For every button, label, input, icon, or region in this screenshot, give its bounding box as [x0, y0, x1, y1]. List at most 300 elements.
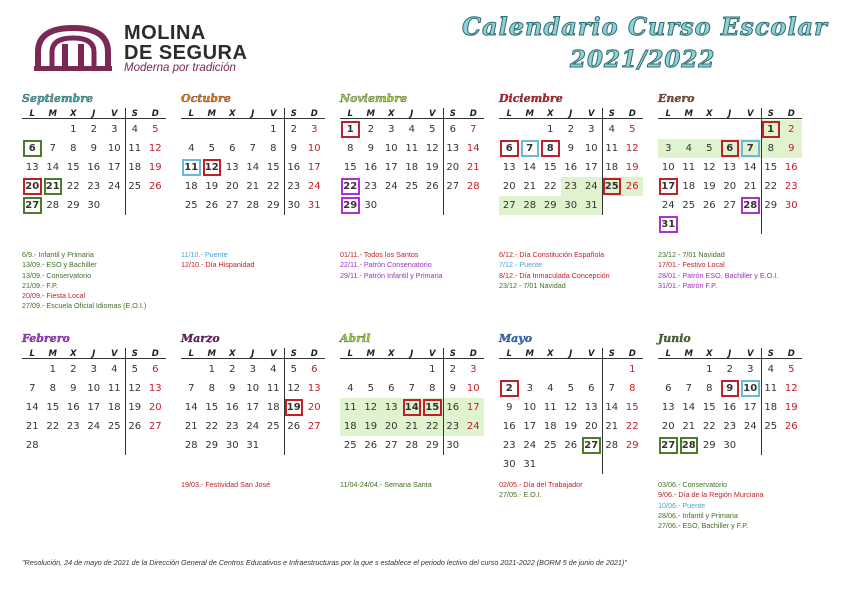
day-cell: 18 [128, 162, 142, 173]
day-cell: 8 [706, 383, 713, 394]
day-cell: 12 [361, 398, 382, 417]
day-cell: 16 [784, 162, 798, 173]
month-mayo [499, 332, 649, 474]
empty-cell [622, 196, 643, 215]
day-cell: 3 [658, 139, 679, 158]
month-junio [658, 332, 808, 455]
day-cell: 18 [266, 402, 280, 413]
day-cell: 20 [307, 402, 321, 413]
note-item: 01/11.- Todos los Santos [340, 250, 419, 259]
day-cell: 16 [443, 398, 464, 417]
day-cell: 2 [726, 364, 733, 375]
day-cell: 9 [506, 402, 513, 413]
empty-cell [740, 215, 761, 234]
day-cell: 3 [90, 364, 97, 375]
day-cell: 28 [679, 436, 700, 455]
empty-cell [43, 436, 64, 455]
day-cell: 9 [90, 143, 97, 154]
day-cell: 23 [87, 181, 101, 192]
weekday-header: D [304, 109, 325, 119]
empty-cell [181, 120, 202, 139]
note-item: 7/12.- Puente [499, 260, 543, 270]
month-grid [658, 348, 808, 455]
day-cell: 2 [229, 364, 236, 375]
day-cell: 20 [723, 181, 737, 192]
empty-cell [463, 196, 484, 215]
day-cell: 18 [764, 402, 778, 413]
day-cell: 3 [526, 383, 533, 394]
month-grid [181, 108, 331, 215]
day-cell: 28 [25, 440, 39, 451]
day-cell: 22 [340, 177, 361, 196]
month-grid [22, 108, 172, 215]
month-marzo [181, 332, 331, 455]
day-cell: 2 [499, 379, 520, 398]
day-cell: 11 [405, 143, 419, 154]
note-item: 27/05.- E.O.I. [499, 490, 542, 500]
day-cell: 24 [246, 421, 260, 432]
month-notes [658, 250, 778, 291]
empty-cell [422, 196, 443, 215]
weekday-header: S [602, 109, 623, 119]
weekday-header: V [740, 109, 761, 119]
day-cell: 28 [246, 200, 260, 211]
month-name: Marzo [181, 332, 220, 345]
day-cell: 1 [761, 120, 782, 139]
note-item: 20/09.- Fiesta Local [22, 291, 86, 301]
day-cell: 17 [523, 421, 537, 432]
empty-cell [581, 455, 602, 474]
day-cell: 2 [367, 124, 374, 135]
day-cell: 6 [229, 143, 236, 154]
logo [34, 22, 264, 78]
day-cell: 14 [402, 398, 423, 417]
empty-cell [463, 436, 484, 455]
empty-cell [222, 120, 243, 139]
empty-cell [679, 215, 700, 234]
day-cell: 30 [784, 200, 798, 211]
day-cell: 12 [148, 143, 162, 154]
day-cell: 12 [287, 383, 301, 394]
day-cell: 25 [682, 200, 696, 211]
weekend-divider [761, 348, 762, 455]
day-cell: 19 [361, 417, 382, 436]
day-cell: 6 [588, 383, 595, 394]
weekday-header: S [284, 349, 305, 359]
day-cell: 4 [408, 124, 415, 135]
empty-cell [561, 360, 582, 379]
day-cell: 3 [747, 364, 754, 375]
weekday-header: X [381, 109, 402, 119]
month-diciembre [499, 92, 649, 215]
day-cell: 14 [605, 402, 619, 413]
day-cell: 11 [181, 158, 202, 177]
day-cell: 2 [781, 120, 802, 139]
day-cell: 20 [225, 181, 239, 192]
day-cell: 29 [625, 440, 639, 451]
day-cell: 17 [107, 162, 121, 173]
month-name: Septiembre [22, 92, 94, 105]
day-cell: 5 [788, 364, 795, 375]
brand-line1: MOLINA [124, 22, 206, 44]
day-cell: 28 [184, 440, 198, 451]
day-cell: 10 [523, 402, 537, 413]
day-cell: 24 [743, 421, 757, 432]
day-cell: 7 [29, 383, 36, 394]
weekday-header: X [699, 349, 720, 359]
note-item: 23/12 - 7/01 Navidad [658, 250, 725, 259]
day-cell: 25 [343, 440, 357, 451]
weekday-header: V [104, 349, 125, 359]
empty-cell [602, 196, 623, 215]
empty-cell [699, 215, 720, 234]
day-cell: 10 [87, 383, 101, 394]
weekend-divider [602, 348, 603, 474]
empty-cell [720, 120, 741, 139]
day-cell: 22 [422, 417, 443, 436]
day-cell: 1 [270, 124, 277, 135]
weekday-header: L [22, 109, 43, 119]
day-cell: 9 [290, 143, 297, 154]
day-cell: 15 [266, 162, 280, 173]
weekend-divider [761, 108, 762, 234]
weekday-header: D [304, 349, 325, 359]
weekend-divider [443, 108, 444, 215]
day-cell: 27 [148, 421, 162, 432]
day-cell: 19 [425, 162, 439, 173]
weekday-header: J [720, 109, 741, 119]
note-item: 13/09.- Conservatorio [22, 270, 92, 280]
day-cell: 26 [702, 200, 716, 211]
day-cell: 21 [682, 421, 696, 432]
day-cell: 13 [381, 398, 402, 417]
weekday-header: S [602, 349, 623, 359]
day-cell: 23 [66, 421, 80, 432]
day-cell: 9 [229, 383, 236, 394]
day-cell: 21 [246, 181, 260, 192]
day-cell: 17 [246, 402, 260, 413]
empty-cell [761, 215, 782, 234]
day-cell: 7 [188, 383, 195, 394]
day-cell: 16 [564, 162, 578, 173]
weekday-header: M [202, 109, 223, 119]
day-cell: 19 [205, 181, 219, 192]
weekday-header: M [361, 349, 382, 359]
day-cell: 13 [148, 383, 162, 394]
month-octubre [181, 92, 331, 215]
day-cell: 22 [702, 421, 716, 432]
day-cell: 21 [523, 181, 537, 192]
day-cell: 25 [543, 440, 557, 451]
brand-line2: DE SEGURA [124, 42, 248, 64]
day-cell: 30 [561, 196, 582, 215]
month-grid [181, 348, 331, 455]
day-cell: 1 [547, 124, 554, 135]
day-cell: 12 [564, 402, 578, 413]
day-cell: 13 [723, 162, 737, 173]
day-cell: 16 [87, 162, 101, 173]
day-cell: 17 [743, 402, 757, 413]
day-cell: 24 [523, 440, 537, 451]
day-cell: 21 [466, 162, 480, 173]
day-cell: 31 [523, 459, 537, 470]
day-cell: 4 [270, 364, 277, 375]
day-cell: 22 [543, 181, 557, 192]
day-cell: 20 [584, 421, 598, 432]
day-cell: 1 [70, 124, 77, 135]
weekday-header: J [243, 349, 264, 359]
day-cell: 25 [184, 200, 198, 211]
empty-cell [561, 455, 582, 474]
day-cell: 9 [567, 143, 574, 154]
day-cell: 23 [364, 181, 378, 192]
empty-cell [22, 120, 43, 139]
day-cell: 9 [449, 383, 456, 394]
weekday-header: J [243, 109, 264, 119]
weekday-header: L [658, 109, 679, 119]
empty-cell [540, 360, 561, 379]
weekday-header: D [463, 109, 484, 119]
day-cell: 25 [764, 421, 778, 432]
month-noviembre [340, 92, 490, 215]
weekday-header: J [720, 349, 741, 359]
day-cell: 11 [764, 383, 778, 394]
weekday-header: M [202, 349, 223, 359]
day-cell: 26 [364, 440, 378, 451]
day-cell: 23 [443, 417, 464, 436]
weekday-header: M [361, 109, 382, 119]
empty-cell [361, 360, 382, 379]
day-cell: 28 [405, 440, 419, 451]
day-cell: 8 [347, 143, 354, 154]
day-cell: 16 [502, 421, 516, 432]
weekday-header: M [43, 109, 64, 119]
day-cell: 10 [466, 383, 480, 394]
day-cell: 6 [22, 139, 43, 158]
note-item: 27/09.- Escuela Oficial Idiomas (E.O.I.) [22, 301, 147, 311]
day-cell: 30 [723, 440, 737, 451]
empty-cell [243, 120, 264, 139]
day-cell: 30 [225, 440, 239, 451]
day-cell: 6 [449, 124, 456, 135]
month-notes [658, 480, 763, 531]
note-item: 19/03.- Festividad San José [181, 480, 271, 489]
day-cell: 18 [605, 162, 619, 173]
note-item: 21/09.- F.P. [22, 280, 58, 290]
month-febrero [22, 332, 172, 455]
weekday-header: X [63, 349, 84, 359]
day-cell: 12 [702, 162, 716, 173]
day-cell: 26 [148, 181, 162, 192]
weekday-header: D [145, 109, 166, 119]
note-item: 10/06.- Puente [658, 500, 706, 510]
note-item: 11/04-24/04.- Semana Santa [340, 480, 432, 489]
day-cell: 29 [205, 440, 219, 451]
month-enero [658, 92, 808, 234]
day-cell: 2 [449, 364, 456, 375]
weekday-header: X [381, 349, 402, 359]
weekday-header: X [63, 109, 84, 119]
day-cell: 11 [340, 398, 361, 417]
day-cell: 3 [388, 124, 395, 135]
empty-cell [104, 436, 125, 455]
weekday-header: V [422, 109, 443, 119]
day-cell: 10 [384, 143, 398, 154]
day-cell: 8 [629, 383, 636, 394]
weekend-divider [443, 348, 444, 455]
empty-cell [104, 196, 125, 215]
weekday-header: S [761, 109, 782, 119]
day-cell: 13 [661, 402, 675, 413]
day-cell: 21 [605, 421, 619, 432]
day-cell: 22 [205, 421, 219, 432]
month-name: Noviembre [340, 92, 408, 105]
weekday-header: D [781, 349, 802, 359]
empty-cell [781, 436, 802, 455]
day-cell: 21 [25, 421, 39, 432]
day-cell: 15 [625, 402, 639, 413]
month-grid [658, 108, 808, 234]
empty-cell [658, 360, 679, 379]
day-cell: 29 [266, 200, 280, 211]
day-cell: 26 [205, 200, 219, 211]
day-cell: 19 [702, 181, 716, 192]
day-cell: 3 [311, 124, 318, 135]
day-cell: 28 [46, 200, 60, 211]
day-cell: 16 [287, 162, 301, 173]
empty-cell [581, 360, 602, 379]
day-cell: 30 [446, 440, 460, 451]
day-cell: 8 [70, 143, 77, 154]
day-cell: 24 [661, 200, 675, 211]
day-cell: 23 [561, 177, 582, 196]
day-cell: 3 [249, 364, 256, 375]
empty-cell [145, 196, 166, 215]
day-cell: 26 [564, 440, 578, 451]
day-cell: 27 [723, 200, 737, 211]
day-cell: 3 [588, 124, 595, 135]
day-cell: 7 [520, 139, 541, 158]
empty-cell [602, 360, 623, 379]
weekday-header: D [622, 109, 643, 119]
weekday-header: V [740, 349, 761, 359]
day-cell: 25 [107, 421, 121, 432]
day-cell: 31 [307, 200, 321, 211]
weekday-header: X [540, 349, 561, 359]
day-cell: 29 [540, 196, 561, 215]
day-cell: 17 [87, 402, 101, 413]
day-cell: 20 [148, 402, 162, 413]
day-cell: 19 [784, 402, 798, 413]
weekday-header: X [222, 109, 243, 119]
month-name: Diciembre [499, 92, 563, 105]
month-notes [499, 250, 610, 291]
day-cell: 4 [111, 364, 118, 375]
page-year: 2021/2022 [570, 46, 716, 73]
day-cell: 13 [502, 162, 516, 173]
day-cell: 16 [66, 402, 80, 413]
day-cell: 11 [543, 402, 557, 413]
weekday-header: M [520, 109, 541, 119]
day-cell: 17 [463, 398, 484, 417]
day-cell: 6 [311, 364, 318, 375]
day-cell: 18 [682, 181, 696, 192]
day-cell: 26 [784, 421, 798, 432]
month-name: Octubre [181, 92, 231, 105]
day-cell: 7 [608, 383, 615, 394]
day-cell: 7 [740, 139, 761, 158]
day-cell: 13 [225, 162, 239, 173]
weekday-header: S [284, 109, 305, 119]
empty-cell [125, 436, 146, 455]
empty-cell [63, 436, 84, 455]
note-item: 11/10.- Puente [181, 250, 228, 259]
weekday-header: V [581, 349, 602, 359]
day-cell: 12 [202, 158, 223, 177]
weekday-header: V [263, 109, 284, 119]
weekday-header: S [125, 109, 146, 119]
day-cell: 10 [661, 162, 675, 173]
weekday-header: J [561, 109, 582, 119]
note-item: 8/12.- Día Inmaculada Concepción [499, 270, 610, 280]
day-cell: 19 [564, 421, 578, 432]
day-cell: 5 [208, 143, 215, 154]
day-cell: 28 [740, 196, 761, 215]
weekend-divider [284, 348, 285, 455]
day-cell: 30 [87, 200, 101, 211]
day-cell: 31 [658, 215, 679, 234]
weekday-header: D [145, 349, 166, 359]
day-cell: 15 [46, 402, 60, 413]
weekday-header: J [84, 349, 105, 359]
day-cell: 11 [128, 143, 142, 154]
day-cell: 5 [367, 383, 374, 394]
note-item: 29/11.- Patrón Infantil y Primaria [340, 270, 443, 280]
weekday-header: D [622, 349, 643, 359]
weekend-divider [125, 348, 126, 455]
day-cell: 26 [425, 181, 439, 192]
day-cell: 4 [679, 139, 700, 158]
empty-cell [520, 120, 541, 139]
weekday-header: J [402, 109, 423, 119]
day-cell: 27 [499, 196, 520, 215]
day-cell: 1 [629, 364, 636, 375]
weekend-divider [125, 108, 126, 215]
day-cell: 9 [781, 139, 802, 158]
note-item: 6/9.- Infantil y Primaria [22, 250, 94, 259]
day-cell: 5 [429, 124, 436, 135]
day-cell: 7 [49, 143, 56, 154]
day-cell: 1 [340, 120, 361, 139]
day-cell: 25 [405, 181, 419, 192]
empty-cell [602, 455, 623, 474]
empty-cell [622, 455, 643, 474]
day-cell: 12 [784, 383, 798, 394]
month-name: Febrero [22, 332, 70, 345]
day-cell: 29 [66, 200, 80, 211]
day-cell: 11 [605, 143, 619, 154]
day-cell: 29 [340, 196, 361, 215]
day-cell: 28 [466, 181, 480, 192]
month-grid [22, 348, 172, 455]
day-cell: 6 [499, 139, 520, 158]
weekday-header: V [104, 109, 125, 119]
day-cell: 19 [625, 162, 639, 173]
empty-cell [181, 360, 202, 379]
day-cell: 2 [567, 124, 574, 135]
day-cell: 26 [287, 421, 301, 432]
note-item: 12/10.- Día Hispanidad [181, 260, 255, 270]
